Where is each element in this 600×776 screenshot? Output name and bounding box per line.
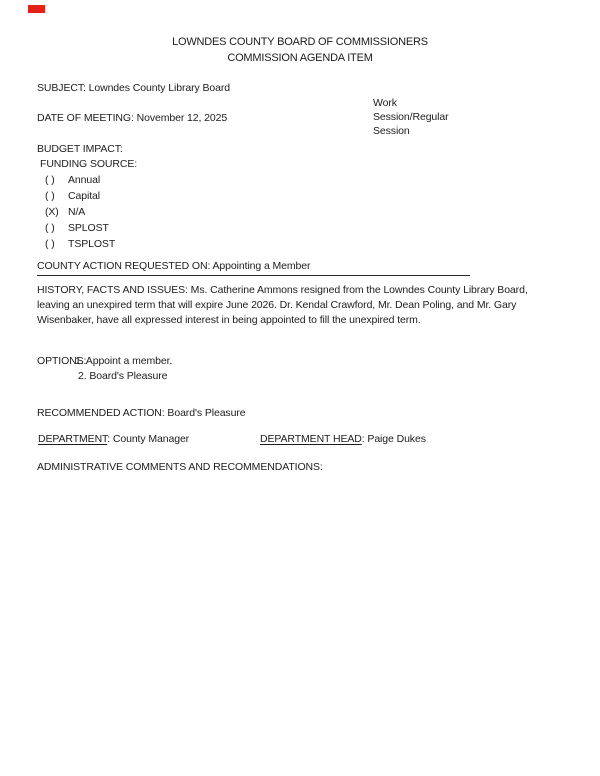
funding-option-label: Annual [68,174,101,186]
subject-line: SUBJECT: Lowndes County Library Board [37,82,230,94]
session-line-1: Work [373,97,397,109]
session-type-block [373,96,449,138]
administrative-comments-label: ADMINISTRATIVE COMMENTS AND RECOMMENDATIONS: [37,461,323,473]
history-line-2: leaving an unexpired term that will expire June 2026. Dr. Kendal Crawford, Mr. Dean Poling, and Mr. Gary [37,299,517,312]
date-of-meeting-line: DATE OF MEETING: November 12, 2025 [37,112,228,124]
funding-source-label: FUNDING SOURCE: [40,158,138,170]
red-flag-marker [28,5,45,13]
funding-option-capital [45,188,115,204]
session-line-2: Session/Regular [373,111,449,123]
funding-option-label: Capital [68,190,100,202]
session-line-3: Session [373,125,410,137]
department-value: : County Manager [107,433,190,445]
department-row [0,433,600,448]
checkbox-mark-checked: (X) [45,206,59,218]
funding-option-label: TSPLOST [68,238,116,250]
budget-impact-label: BUDGET IMPACT: [37,143,123,155]
funding-option-label: SPLOST [68,222,109,234]
option-item-1: 1. Appoint a member. [75,355,173,367]
header-line-1: LOWNDES COUNTY BOARD OF COMMISSIONERS [172,36,428,48]
funding-option-tsplost [45,236,115,252]
funding-source-options [45,172,115,252]
checkbox-mark: ( ) [45,222,55,234]
recommended-action-line: RECOMMENDED ACTION: Board's Pleasure [37,407,246,419]
history-line-1: HISTORY, FACTS AND ISSUES: Ms. Catherine Ammons resigned from the Lowndes County Library Board, [37,284,528,296]
funding-option-annual [45,172,115,188]
department-head-value: : Paige Dukes [361,433,426,445]
header-line-2: COMMISSION AGENDA ITEM [227,51,373,64]
department-line [38,433,189,445]
funding-option-na [45,204,115,220]
history-line-3: Wisenbaker, have all expressed interest in being appointed to fill the unexpired term. [37,314,421,327]
funding-option-splost [45,220,115,236]
option-item-2: 2. Board's Pleasure [78,370,168,382]
options-label: OPTIONS: [37,355,87,367]
funding-option-label: N/A [68,206,86,218]
department-label: DEPARTMENT [38,433,108,445]
checkbox-mark: ( ) [45,174,55,186]
history-facts-issues-paragraph [37,283,577,329]
document-header [0,35,600,66]
department-head-line [260,433,426,445]
department-head-label: DEPARTMENT HEAD [260,433,362,445]
checkbox-mark: ( ) [45,238,55,250]
county-action-requested-line: COUNTY ACTION REQUESTED ON: Appointing a Member [37,260,470,276]
checkbox-mark: ( ) [45,190,55,202]
